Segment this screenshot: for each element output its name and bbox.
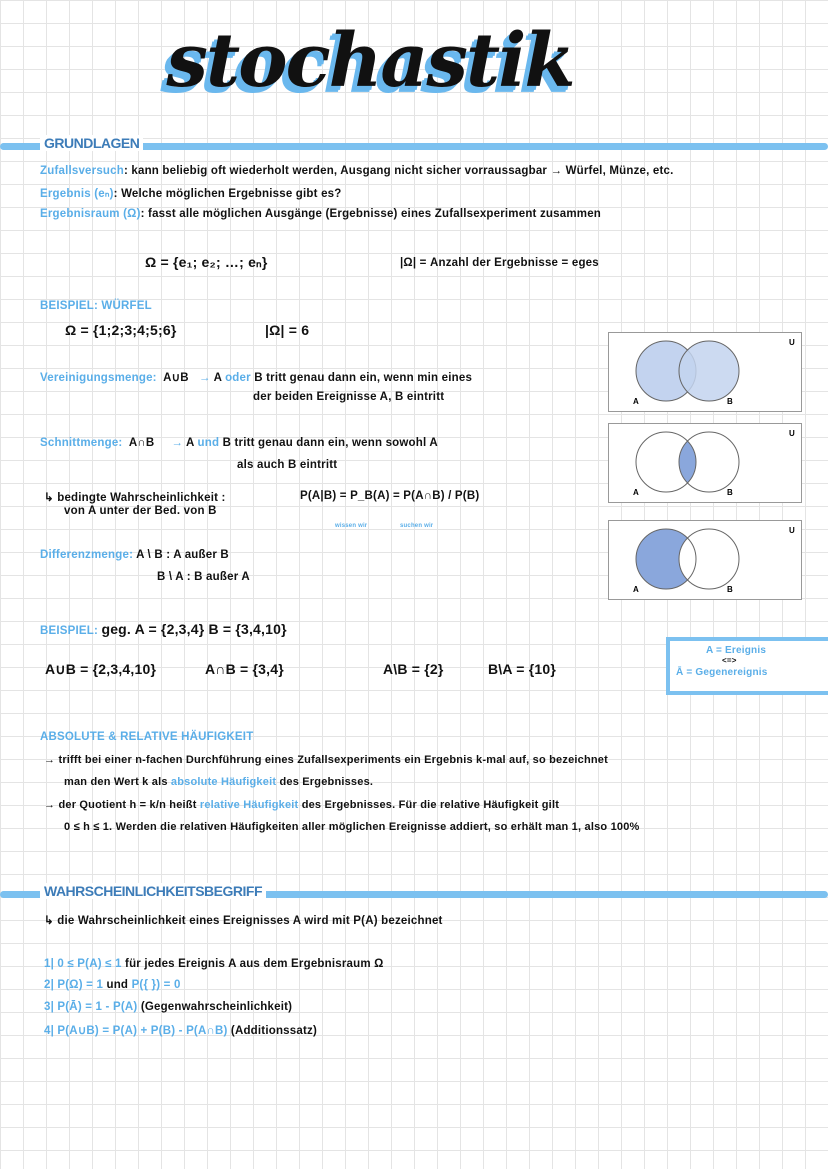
text: Ā = Gegenereignis	[676, 667, 768, 678]
page-title: stochastik	[166, 18, 574, 104]
definition: : kann beliebig oft wiederholt werden, Ausgang nicht sicher vorraussagbar → Würfel, Münze, etc.	[123, 165, 674, 177]
text: → der Quotient h = k/n heißt	[44, 799, 197, 811]
text: A \ B : A außer B	[136, 549, 229, 561]
text: ↳ die Wahrscheinlichkeit eines Ereignisses A wird mit P(A) bezeichnet	[44, 915, 443, 927]
svg-text:B: B	[727, 488, 733, 497]
text: als auch B eintritt	[237, 459, 338, 471]
formula: P({ }) = 0	[131, 979, 181, 991]
svg-text:A: A	[633, 585, 639, 594]
svg-text:B: B	[727, 585, 733, 594]
text: → trifft bei einer n-fachen Durchführung eines Zufallsexperiments ein Ergebnis k-mal auf, so bezeichnet	[44, 754, 608, 766]
heading-haeufigkeit: ABSOLUTE & RELATIVE HÄUFIGKEIT	[40, 731, 254, 743]
venn-intersection	[608, 423, 802, 503]
formula: geg. A = {2,3,4} B = {3,4,10}	[101, 621, 287, 637]
formula: A∩B = {3,4}	[205, 661, 284, 677]
ereignis-box	[666, 637, 828, 695]
text: des Ergebnisses. Für die relative Häufigkeit gilt	[301, 799, 560, 811]
keyword: und	[197, 437, 220, 449]
svg-text:A: A	[633, 488, 639, 497]
formula: B\A = {10}	[488, 661, 557, 677]
text: (Gegenwahrscheinlichkeit)	[140, 1001, 293, 1013]
heading-grundlagen: GRUNDLAGEN	[40, 135, 143, 151]
text: 0 ≤ h ≤ 1. Werden die relativen Häufigkeiten aller möglichen Ereignisse addiert, so erhält man 1, also 100%	[64, 821, 640, 833]
term: Ergebnis (eₙ)	[40, 188, 114, 200]
formula: A∪B = {2,3,4,10}	[45, 661, 157, 677]
text: (Additionssatz)	[230, 1025, 317, 1037]
keyword: oder	[225, 372, 251, 384]
heading-wahrscheinlichkeit: WAHRSCHEINLICHKEITSBEGRIFF	[40, 883, 266, 899]
formula: 3| P(Ā) = 1 - P(A)	[44, 1001, 138, 1013]
formula: Ω = {1;2;3;4;5;6}	[65, 322, 177, 338]
formula: A\B = {2}	[383, 661, 444, 677]
text: des Ergebnisses.	[279, 776, 374, 788]
formula: P(A|B) = P_B(A) = P(A∩B) / P(B)	[300, 490, 480, 502]
text: der beiden Ereignisse A, B eintritt	[253, 391, 445, 403]
svg-text:B: B	[727, 397, 733, 406]
label-u: U	[789, 338, 795, 347]
text: von A unter der Bed. von B	[64, 505, 217, 517]
text: B \ A : B außer A	[157, 571, 250, 583]
annotation: wissen wir	[335, 523, 368, 529]
keyword: absolute Häufigkeit	[170, 776, 277, 788]
term: Differenzmenge:	[40, 549, 134, 561]
text: <=>	[722, 656, 737, 665]
definition: : fasst alle möglichen Ausgänge (Ergebnisse) eines Zufallsexperiment zusammen	[140, 208, 602, 220]
term: Schnittmenge:	[40, 437, 123, 449]
venn-union	[608, 332, 802, 412]
keyword: relative Häufigkeit	[199, 799, 299, 811]
formula: 4| P(A∪B) = P(A) + P(B) - P(A∩B)	[44, 1025, 228, 1037]
svg-text:U: U	[789, 429, 795, 438]
svg-text:A: A	[633, 397, 639, 406]
symbol: A∪B	[163, 372, 189, 384]
formula: 2| P(Ω) = 1	[44, 979, 104, 991]
definition: : Welche möglichen Ergebnisse gibt es?	[113, 188, 342, 200]
text: für jedes Ereignis A aus dem Ergebnisraum Ω	[125, 958, 384, 970]
formula: |Ω| = 6	[265, 322, 310, 338]
annotation: suchen wir	[400, 523, 434, 529]
text: man den Wert k als	[64, 776, 168, 788]
term: Ergebnisraum (Ω)	[40, 208, 141, 220]
formula: Ω = {e₁; e₂; …; eₙ}	[145, 254, 268, 270]
symbol: A∩B	[128, 437, 155, 449]
text: ↳ bedingte Wahrscheinlichkeit :	[44, 492, 226, 504]
subheading: BEISPIEL: WÜRFEL	[40, 300, 152, 312]
svg-text:U: U	[789, 526, 795, 535]
formula: |Ω| = Anzahl der Ergebnisse = eges	[400, 257, 599, 269]
term: Vereinigungsmenge:	[40, 372, 157, 384]
term: Zufallsversuch	[40, 165, 124, 177]
text: A = Ereignis	[706, 645, 767, 656]
text: B tritt genau dann ein, wenn min eines	[254, 372, 473, 384]
formula: 1| 0 ≤ P(A) ≤ 1	[44, 958, 122, 970]
text: B tritt genau dann ein, wenn sowohl A	[222, 437, 438, 449]
venn-difference	[608, 520, 802, 600]
subheading: BEISPIEL:	[40, 625, 99, 637]
text: und	[106, 979, 129, 991]
